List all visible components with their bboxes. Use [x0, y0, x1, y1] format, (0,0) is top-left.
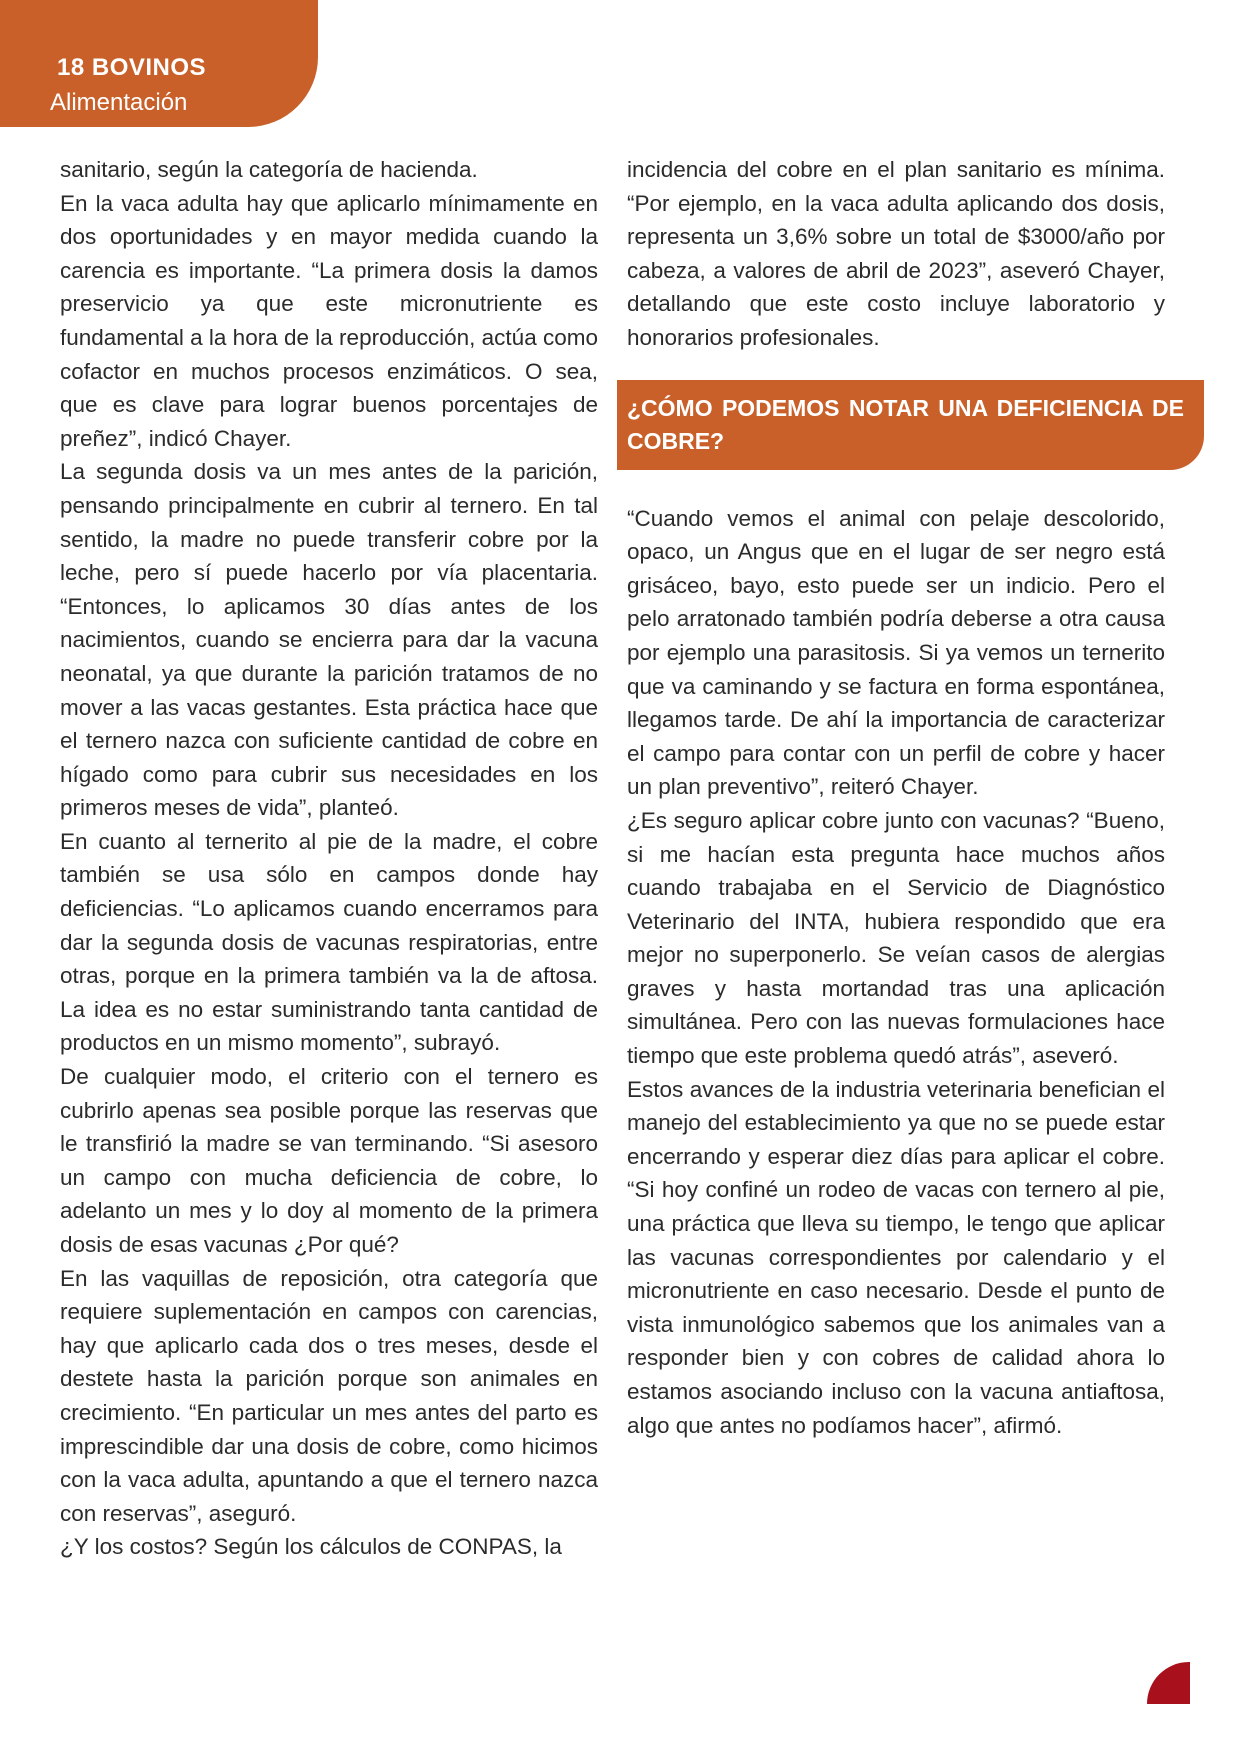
body-paragraph: De cualquier modo, el criterio con el ternero es cubrirlo apenas sea posible porque las reservas que le transfirió la madre se van terminando. “Si asesoro un campo con mucha deficiencia de cobre, lo adelanto un mes y lo doy al momento de la primera dosis de esas vacunas ¿Por qué?	[60, 1064, 598, 1257]
body-paragraph: La segunda dosis va un mes antes de la parición, pensando principalmente en cubrir al ternero. En tal sentido, la madre no puede transferir cobre por la leche, pero sí puede hacerlo por vía placentaria. “Entonces, lo aplicamos 30 días antes de los nacimientos, cuando se encierra para dar la vacuna neonatal, ya que durante la parición tratamos de no mover a las vacas gestantes. Esta práctica hace que el ternero nazca con suficiente cantidad de cobre en hígado como para cubrir sus necesidades en los primeros meses de vida”, planteó.	[60, 459, 598, 821]
body-paragraph: ¿Es seguro aplicar cobre junto con vacunas? “Bueno, si me hacían esta pregunta hace muchos años cuando trabajaba en el Servicio de Diagnóstico Veterinario del INTA, hubiera respondido que era mejor no superponerlo. Se veían casos de alergias graves y hasta mortandad tras una aplicación simultánea. Pero con las nuevas formulaciones hace tiempo que este problema quedó atrás”, aseveró.	[627, 807, 1165, 1069]
section-heading-box	[617, 380, 1204, 470]
left-column	[60, 153, 598, 1564]
body-paragraph: En las vaquillas de reposición, otra categoría que requiere suplementación en campos con carencias, hay que aplicarlo cada dos o tres meses, desde el destete hasta la parición porque son animales en crecimiento. “En particular un mes antes del parto es imprescindible dar una dosis de cobre, como hicimos con la vaca adulta, apuntando a que el ternero nazca con reservas”, aseguró.	[60, 1265, 598, 1526]
section-heading: ¿CÓMO PODEMOS NOTAR UNA DEFICIENCIA DE COBRE?	[627, 394, 1184, 454]
section-title: 18 BOVINOS	[57, 54, 207, 81]
body-paragraph: Estos avances de la industria veterinaria benefician el manejo del establecimiento ya que no se puede estar encerrando y esperar diez días para aplicar el cobre. “Si hoy confiné un rodeo de vacas con ternero al pie, una práctica que lleva su tiempo, le tengo que aplicar las vacunas correspondientes por calendario y el micronutriente en caso necesario. Desde el punto de vista inmunológico sabemos que los animales van a responder bien y con cobres de calidad ahora lo estamos asociando incluso con la vacuna antiaftosa, algo que antes no podíamos hacer”, afirmó.	[627, 1076, 1165, 1438]
page-corner-mark	[1147, 1662, 1190, 1704]
body-paragraph: “Cuando vemos el animal con pelaje descolorido, opaco, un Angus que en el lugar de ser negro está grisáceo, bayo, esto puede ser un indicio. Pero el pelo arratonado también podría deberse a otra causa por ejemplo una parasitosis. Si ya vemos un ternerito que va caminando y se factura en forma espontánea, llegamos tarde. De ahí la importancia de caracterizar el campo para contar con un perfil de cobre y hacer un plan preventivo”, reiteró Chayer.	[627, 505, 1165, 800]
body-paragraph: En la vaca adulta hay que aplicarlo mínimamente en dos oportunidades y en mayor medida cuando la carencia es importante. “La primera dosis la damos preservicio ya que este micronutriente es fundamental a la hora de la reproducción, actúa como cofactor en muchos procesos enzimáticos. O sea, que es clave para lograr buenos porcentajes de preñez”, indicó Chayer.	[60, 190, 598, 451]
page-header-tab	[0, 0, 318, 127]
body-paragraph: En cuanto al ternerito al pie de la madre, el cobre también se usa sólo en campos donde hay deficiencias. “Lo aplicamos cuando encerramos para dar la segunda dosis de vacunas respiratorias, entre otras, porque en la primera también va la de aftosa. La idea es no estar suministrando tanta cantidad de productos en un mismo momento”, subrayó.	[60, 828, 598, 1056]
subsection-title: Alimentación	[50, 89, 188, 116]
right-column	[627, 153, 1184, 1442]
body-paragraph: incidencia del cobre en el plan sanitario es mínima. “Por ejemplo, en la vaca adulta aplicando dos dosis, representa un 3,6% sobre un total de $3000/año por cabeza, a valores de abril de 2023”, aseveró Chayer, detallando que este costo incluye laboratorio y honorarios profesionales.	[627, 157, 1165, 350]
body-paragraph: ¿Y los costos? Según los cálculos de CONPAS, la	[60, 1534, 562, 1560]
body-paragraph: sanitario, según la categoría de hacienda.	[60, 157, 478, 182]
